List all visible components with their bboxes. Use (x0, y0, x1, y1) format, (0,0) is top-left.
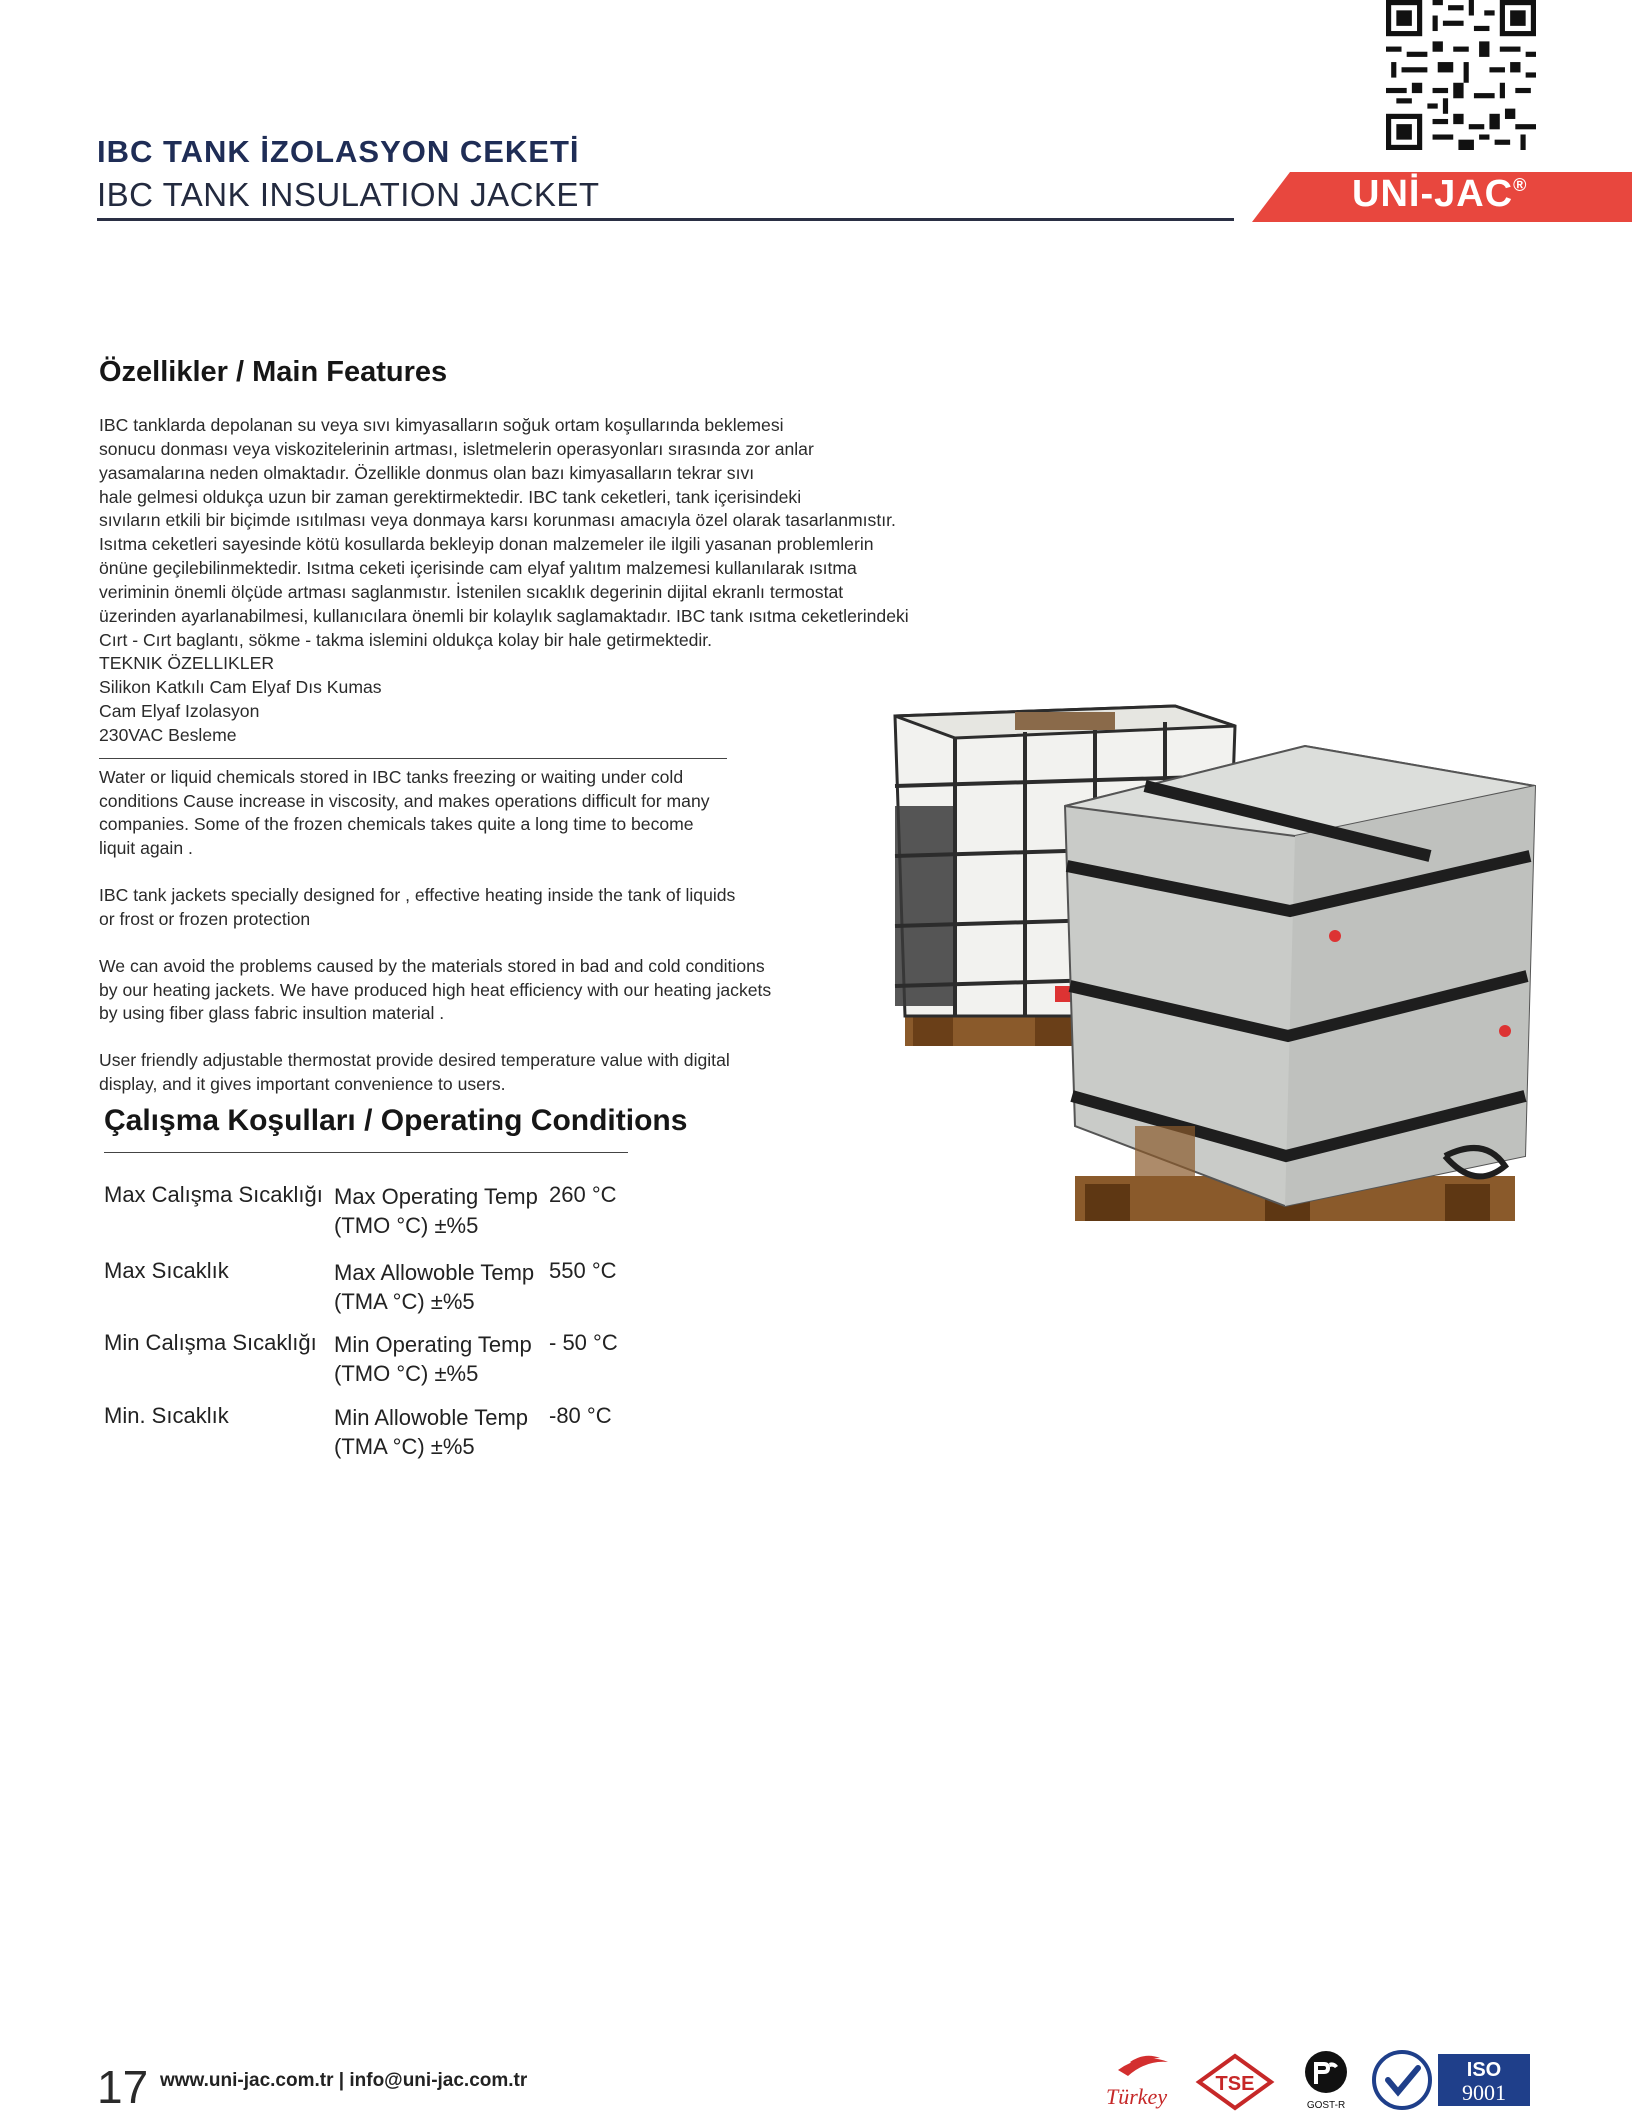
text-line: Cırt - Cırt baglantı, sökme - takma islemini oldukça kolay bir hale getirmektedir. (99, 629, 713, 650)
condition-row (104, 1182, 664, 1254)
condition-label-tr: Min Calışma Sıcaklığı (104, 1330, 317, 1355)
text-line: IBC tanklarda depolanan su veya sıvı kimyasalların soğuk ortam koşullarında beklemesi (99, 415, 784, 435)
condition-label-en (334, 1258, 534, 1316)
spec-item: 230VAC Besleme (99, 724, 237, 745)
brand-logo (1352, 173, 1527, 216)
spec-item: Silikon Katkılı Cam Elyaf Dıs Kumas (99, 677, 382, 698)
registered-mark: ® (1513, 175, 1528, 195)
features-en-paragraph-3 (99, 955, 919, 1026)
ibc-tank-jacketed (1065, 746, 1535, 1221)
iso-text: ISO (1466, 2059, 1502, 2081)
condition-value: - 50 °C (549, 1330, 618, 1355)
condition-label-en-line1: Min Allowoble Temp (334, 1405, 529, 1430)
tse-certification-logo (1195, 2052, 1275, 2112)
document-title-tr: IBC TANK İZOLASYON CEKETİ (97, 134, 580, 169)
page-number: 17 (97, 2061, 149, 2113)
features-en-paragraph-1 (99, 766, 919, 860)
condition-row (104, 1330, 664, 1402)
text-line: We can avoid the problems caused by the materials stored in bad and cold conditions (99, 956, 765, 976)
condition-label-en-line2: (TMA °C) ±%5 (334, 1289, 475, 1314)
conditions-heading: Çalışma Koşulları / Operating Conditions (104, 1104, 688, 1137)
condition-label-tr: Min. Sıcaklık (104, 1403, 229, 1428)
condition-label-tr: Max Sıcaklık (104, 1258, 229, 1283)
text-line: sıvıların etkili bir biçimde ısıtılması veya donmaya karsı korunması amacıyla özel olarak tasarlanmıstır. (99, 510, 896, 531)
turkey-text: Türkey (1106, 2084, 1168, 2109)
text-line: by using fiber glass fabric insultion material . (99, 1003, 445, 1023)
text-line: üzerinden ayarlanabilmesi, kullanıcılara önemli bir kolaylık saglamaktadır. IBC tank ısıtma ceketlerindeki (99, 605, 909, 626)
text-line: sonucu donması veya viskozitelerinin artması, isletmelerin operasyonları sırasında zor anlar (99, 438, 814, 459)
condition-value: 260 °C (549, 1182, 617, 1207)
condition-label-en (334, 1403, 528, 1461)
text-line: liquit again . (99, 837, 193, 858)
condition-value: 550 °C (549, 1258, 617, 1283)
text-line: User friendly adjustable thermostat provide desired temperature value with digital (99, 1050, 730, 1070)
gost-r-certification-logo (1300, 2048, 1352, 2112)
text-line: hale gelmesi oldukça uzun bir zaman gerektirmektedir. IBC tank ceketleri, tank içerisindeki (99, 486, 802, 507)
condition-label-en-line2: (TMA °C) ±%5 (334, 1434, 475, 1459)
iso-number: 9001 (1462, 2080, 1506, 2105)
document-title-en: IBC TANK INSULATION JACKET (97, 176, 600, 213)
brand-name: UNİ-JAC (1352, 173, 1514, 215)
text-line: companies. Some of the frozen chemicals takes quite a long time to become (99, 814, 694, 834)
condition-value: -80 °C (549, 1403, 612, 1428)
condition-label-en (334, 1330, 532, 1388)
iso-9001-certification-logo (1370, 2048, 1535, 2112)
condition-label-tr: Max Calışma Sıcaklığı (104, 1182, 323, 1207)
spec-item: Cam Elyaf Izolasyon (99, 701, 260, 722)
features-heading: Özellikler / Main Features (99, 356, 448, 388)
footer-contact: www.uni-jac.com.tr | info@uni-jac.com.tr (160, 2070, 528, 2091)
tse-text: TSE (1215, 2073, 1255, 2095)
text-line: IBC tank jackets specially designed for , effective heating inside the tank of liquids (99, 885, 736, 905)
features-en-paragraph-2 (99, 884, 919, 931)
text-line: conditions Cause increase in viscosity, and makes operations difficult for many (99, 790, 710, 811)
section-divider (99, 758, 727, 759)
turkey-brand-logo (1100, 2048, 1180, 2112)
section-divider (104, 1152, 628, 1153)
text-line: by our heating jackets. We have produced high heat efficiency with our heating jackets (99, 979, 772, 1000)
text-line: Water or liquid chemicals stored in IBC tanks freezing or waiting under cold (99, 767, 684, 787)
features-en-paragraph-4 (99, 1049, 919, 1096)
condition-row (104, 1258, 664, 1330)
condition-label-en-line1: Max Operating Temp (334, 1184, 538, 1209)
condition-label-en-line2: (TMO °C) ±%5 (334, 1361, 479, 1386)
product-image-ibc-tank (885, 686, 1575, 1246)
condition-label-en (334, 1182, 538, 1240)
text-line: yasamalarına neden olmaktadır. Özellikle donmus olan bazı kimyasalların tekrar sıvı (99, 462, 755, 483)
text-line: or frost or frozen protection (99, 908, 311, 929)
condition-label-en-line1: Min Operating Temp (334, 1332, 532, 1357)
text-line: display, and it gives important convenience to users. (99, 1073, 506, 1094)
text-line: veriminin önemli ölçüde artması saglanmıstır. İstenilen sıcaklık degerinin dijital ekranlı termostat (99, 581, 844, 602)
gost-r-text: GOST-R (1306, 2100, 1346, 2111)
text-line: Isıtma ceketleri sayesinde kötü kosullarda bekleyip donan malzemeler ile ilgili yasanan problemlerin (99, 534, 874, 555)
spec-heading: TEKNIK ÖZELLIKLER (99, 653, 275, 674)
text-line: önüne geçilebilinmektedir. Isıtma ceketi içerisinde cam elyaf yalıtım malzemesi kullanılarak ısıtma (99, 558, 857, 579)
header-divider (97, 218, 1234, 221)
condition-label-en-line1: Max Allowoble Temp (334, 1260, 535, 1285)
condition-label-en-line2: (TMO °C) ±%5 (334, 1213, 479, 1238)
condition-row (104, 1403, 664, 1475)
qr-code (1386, 0, 1536, 150)
